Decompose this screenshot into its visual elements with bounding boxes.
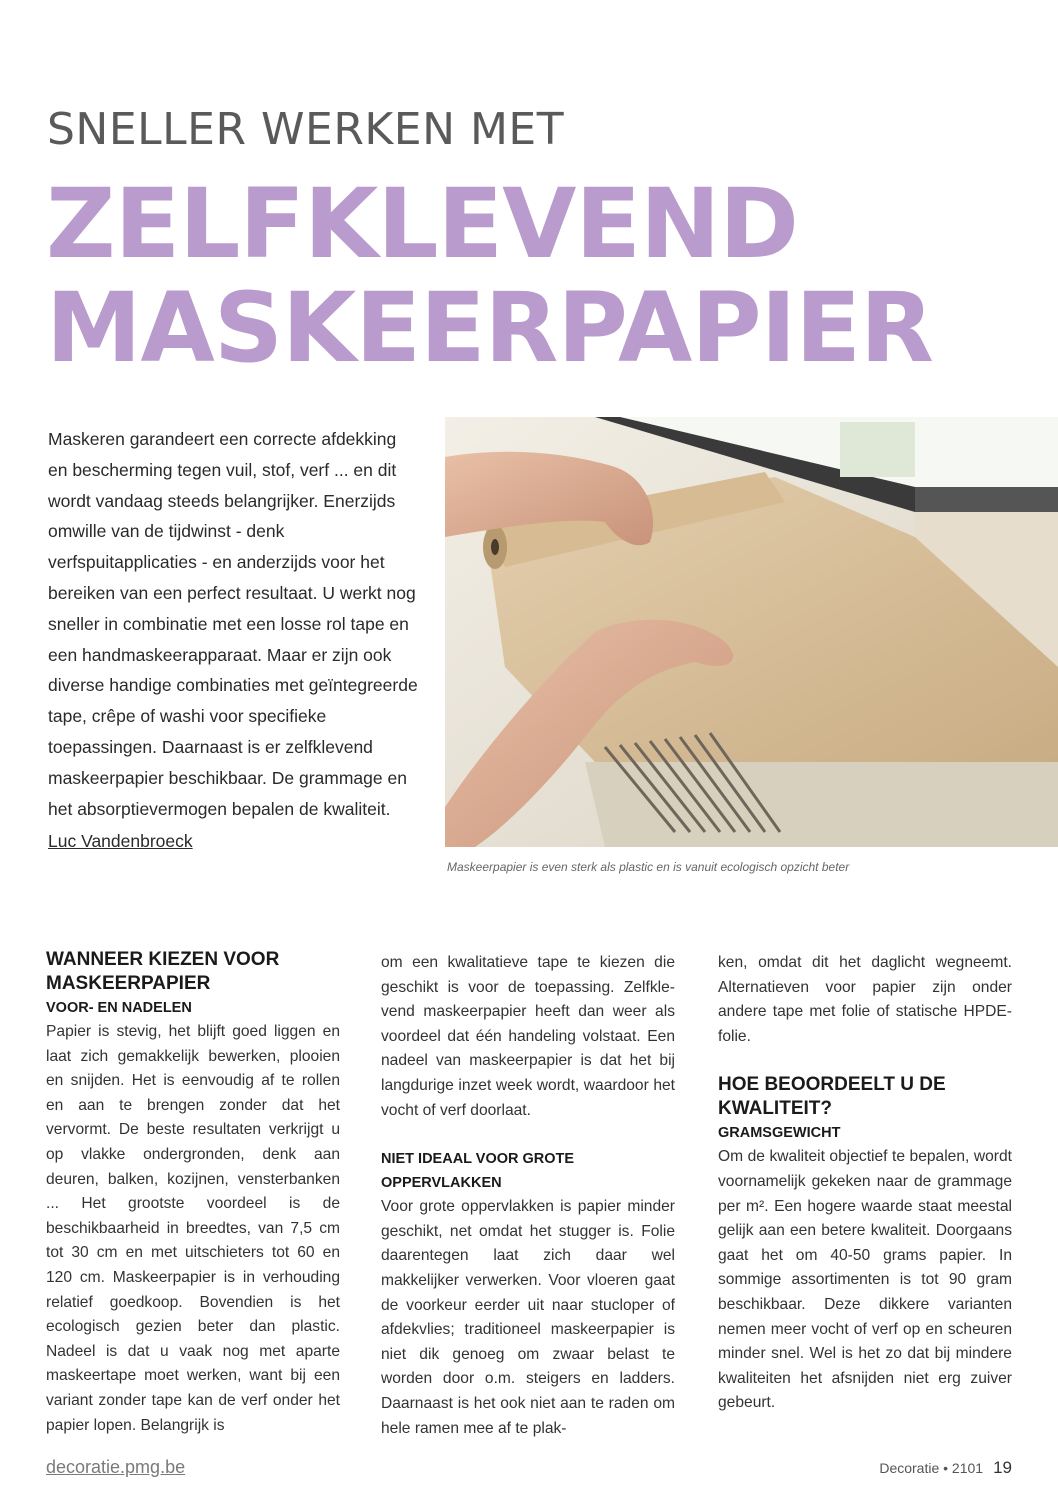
- intro-paragraph: Maskeren garandeert een correcte afdekking en bescherming tegen vuil, stof, verf ... en dit wordt vandaag steeds belangrijker. Enerzijds omwille van de tijdwinst - denk verfspuitapplicaties - en anderzijds voor het bereiken van een perfect resultaat. U werkt nog sneller in combinatie met een losse rol tape en een handmaskeerapparaat. Maar er zijn ook diverse handige combinaties met geïntegreerde tape, crêpe of washi voor specifieke toepassingen. Daarnaast is er zelfklevend maskeerpapier beschikbaar. De grammage en het absorptievermogen bepalen de kwaliteit.: [48, 429, 418, 819]
- website-link[interactable]: decoratie.pmg.be: [46, 1457, 186, 1477]
- photo-illustration: [445, 417, 1058, 847]
- article-title-line-1: ZELFKLEVEND: [46, 168, 798, 280]
- footer-issue: [879, 1458, 1012, 1478]
- column-3-body-1: ken, omdat dit het daglicht wegneemt. Alternatieven voor papier zijn onder andere tape met folie of statische HPDE-folie.: [718, 954, 1012, 1045]
- subheading-voor-en-nadelen: VOOR- EN NADELEN: [46, 1000, 192, 1016]
- column-3: [718, 951, 1012, 1416]
- column-3-body-2: Om de kwaliteit objectief te bepalen, wordt voornamelijk gekeken naar de grammage per m². Een hogere waarde staat meestal gelijk aan een betere kwaliteit. Doorgaans gaat het om 40-50 grams papier. In sommige assortimenten is tot 90 gram beschikbaar. Deze dikkere varianten nemen meer vocht of verf op en scheuren minder snel. Wel is het zo dat bij mindere kwaliteiten het afsnijden niet erg zuiver gebeurt.: [718, 1148, 1012, 1412]
- column-2: [381, 951, 675, 1441]
- column-2-body-1: om een kwalitatieve tape te kiezen die geschikt is voor de toepassing. Zelfklevend maskeerpapier heeft dan weer als voordeel dat één handeling volstaat. Een nadeel van maskeerpapier is dat het bij langdurige inzet week wordt, waardoor het vocht of verf doorlaat.: [381, 954, 675, 1119]
- author-link[interactable]: Luc Vandenbroeck: [48, 831, 193, 851]
- section-heading-kwaliteit: HOE BEOORDEELT U DE KWALITEIT?: [718, 1074, 946, 1120]
- page-number: 19: [993, 1458, 1012, 1477]
- section-heading-wanneer-kiezen: WANNEER KIEZEN VOOR MASKEERPAPIER: [46, 949, 280, 994]
- article-photo: [445, 417, 1058, 847]
- column-1-body: Papier is stevig, het blijft goed liggen en laat zich gemakkelijk bewerken, plooien en snijden. Het is eenvoudig af te rollen en aan te brengen zonder dat het vervormt. De beste resultaten verkrijgt u op vlakke ondergronden, denk aan deuren, balken, kozijnen, vensterbanken ... Het grootste voordeel is de beschikbaarheid in breedtes, van 7,5 cm tot 30 cm en met uitschieters tot 60 en 120 cm. Maskeerpapier is in verhouding relatief goedkoop. Bovendien is het ecologisch gezien beter dan plastic. Nadeel is dat u vaak nog met aparte maskeertape moet werken, want bij een variant zonder tape kan de verf onder het papier lopen. Belangrijk is: [46, 1023, 340, 1434]
- subheading-niet-ideaal: NIET IDEAAL VOOR GROTE OPPERVLAKKEN: [381, 1151, 575, 1192]
- column-1: [46, 948, 340, 1438]
- article-title-line-2: MASKEERPAPIER: [46, 272, 933, 384]
- column-2-body-2: Voor grote oppervlakken is papier minder geschikt, net omdat het stugger is. Folie daarentegen laat zich daar wel makkelijker verwerken. Voor vloeren gaat de voorkeur eerder uit naar stucloper of afdekvlies; traditioneel maskeerpapier is niet dik genoeg om zwaar belast te worden door o.m. steigers en ladders. Daarnaast is het ook niet aan te raden om hele ramen mee af te plak-: [381, 1198, 675, 1437]
- photo-caption: Maskeerpapier is even sterk als plastic en is vanuit ecologisch opzicht beter: [447, 860, 850, 874]
- article-kicker: SNELLER WERKEN MET: [47, 104, 565, 155]
- subheading-gramsgewicht: GRAMSGEWICHT: [718, 1125, 841, 1142]
- magazine-issue: Decoratie • 2101: [879, 1460, 984, 1476]
